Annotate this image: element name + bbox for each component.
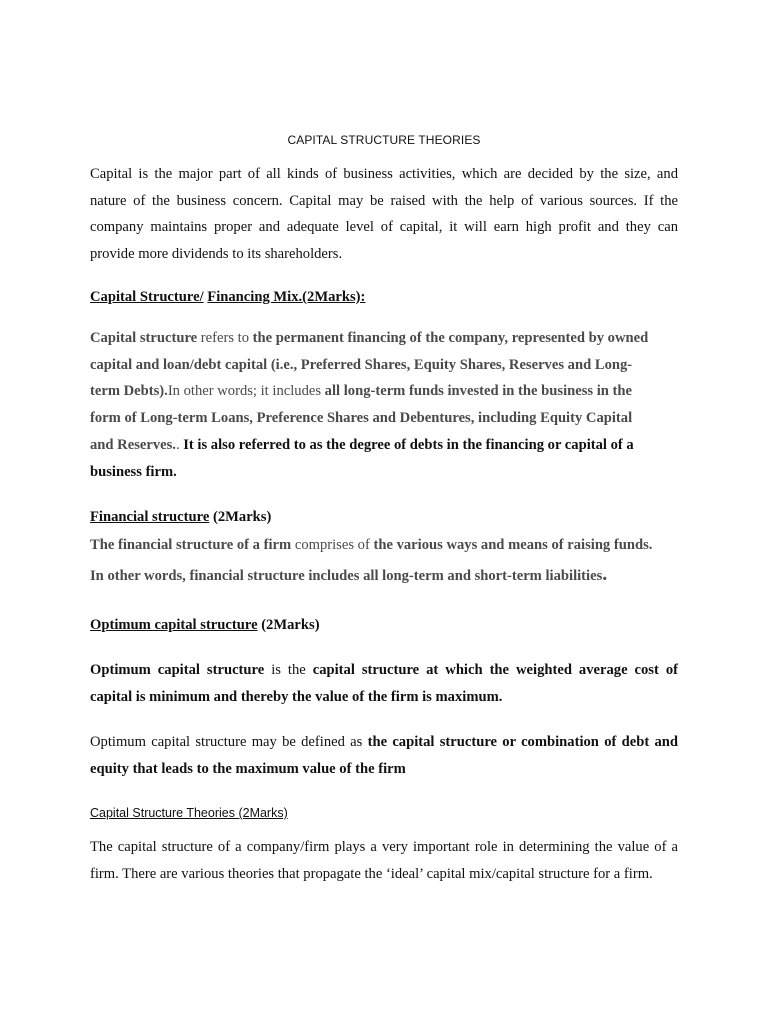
heading-part: (2Marks):	[302, 289, 366, 305]
optimum-heading	[90, 617, 320, 634]
theories-line: The capital structure of a company/firm plays a very important role in determining the value of a	[90, 839, 678, 855]
optimum-line	[90, 657, 678, 684]
heading-marks: (2Marks)	[209, 509, 272, 525]
intro-paragraph	[90, 161, 678, 268]
heading-part: Capital Structure/	[90, 289, 204, 305]
intro-line: Capital is the major part of all kinds of business activities, which are decided by the size, and	[90, 166, 678, 182]
heading-part: Optimum capital structure	[90, 617, 258, 633]
bold-text: Capital structure	[90, 330, 198, 346]
bold-text: capital structure at which the weighted average cost of	[312, 662, 678, 678]
normal-text: refers to	[197, 330, 253, 346]
bold-text: and Reserves.	[90, 436, 176, 453]
capital-structure-heading	[90, 289, 365, 306]
definition-line: business firm.	[90, 463, 177, 480]
heading-part: Financing Mix.	[207, 289, 303, 305]
definition-line	[90, 563, 678, 590]
bold-text: all long-term funds invested in the business in the	[324, 383, 632, 400]
optimum-line: capital is minimum and thereby the value of the firm is maximum.	[90, 688, 503, 705]
theories-heading: Capital Structure Theories (2Marks)	[90, 806, 288, 820]
bold-text: the various ways and means of raising funds.	[373, 537, 653, 553]
theories-paragraph	[90, 834, 678, 887]
heading-part: Financial structure	[90, 509, 210, 525]
intro-line: provide more dividends to its shareholders.	[90, 246, 343, 263]
capital-structure-definition	[90, 325, 678, 485]
definition-line	[90, 532, 678, 559]
definition-line	[90, 378, 678, 405]
bold-text: the capital structure or combination of debt and	[367, 734, 678, 750]
bold-text: In other words, financial structure includes all long-term and short-term liabilities	[90, 567, 603, 584]
intro-line: company maintains proper and adequate level of capital, it will earn high profit and they can	[90, 219, 678, 236]
optimum-line: equity that leads to the maximum value of the firm	[90, 760, 406, 777]
normal-text: comprises of	[291, 537, 374, 553]
intro-line: nature of the business concern. Capital may be raised with the help of various sources. If the	[90, 192, 678, 209]
financial-structure-heading	[90, 509, 271, 526]
bold-text: It is also referred to as the degree of debts in the financing or capital of a	[183, 436, 634, 453]
theories-line: firm. There are various theories that propagate the ‘ideal’ capital mix/capital structure for a firm.	[90, 865, 653, 882]
definition-line	[90, 325, 678, 352]
bold-text: the permanent financing of the company, represented by owned	[252, 330, 649, 346]
bold-text: .	[602, 562, 608, 585]
definition-line: form of Long-term Loans, Preference Shares and Debentures, including Equity Capital	[90, 410, 633, 427]
optimum-paragraph-1	[90, 657, 678, 710]
optimum-line	[90, 729, 678, 756]
bold-text: The financial structure of a firm	[90, 537, 292, 553]
normal-text: In other words; it includes	[167, 383, 325, 400]
optimum-paragraph-2	[90, 729, 678, 782]
page-title: CAPITAL STRUCTURE THEORIES	[287, 133, 481, 147]
definition-line	[90, 432, 678, 459]
financial-structure-definition	[90, 532, 678, 589]
bold-text: term Debts).	[90, 383, 168, 400]
normal-text: is the	[264, 662, 313, 678]
normal-text: .	[175, 436, 184, 453]
bold-text: Optimum capital structure	[90, 662, 265, 678]
heading-marks: (2Marks)	[257, 617, 320, 633]
definition-line: capital and loan/debt capital (i.e., Preferred Shares, Equity Shares, Reserves and Long-	[90, 356, 633, 373]
normal-text: Optimum capital structure may be defined as	[90, 734, 368, 750]
